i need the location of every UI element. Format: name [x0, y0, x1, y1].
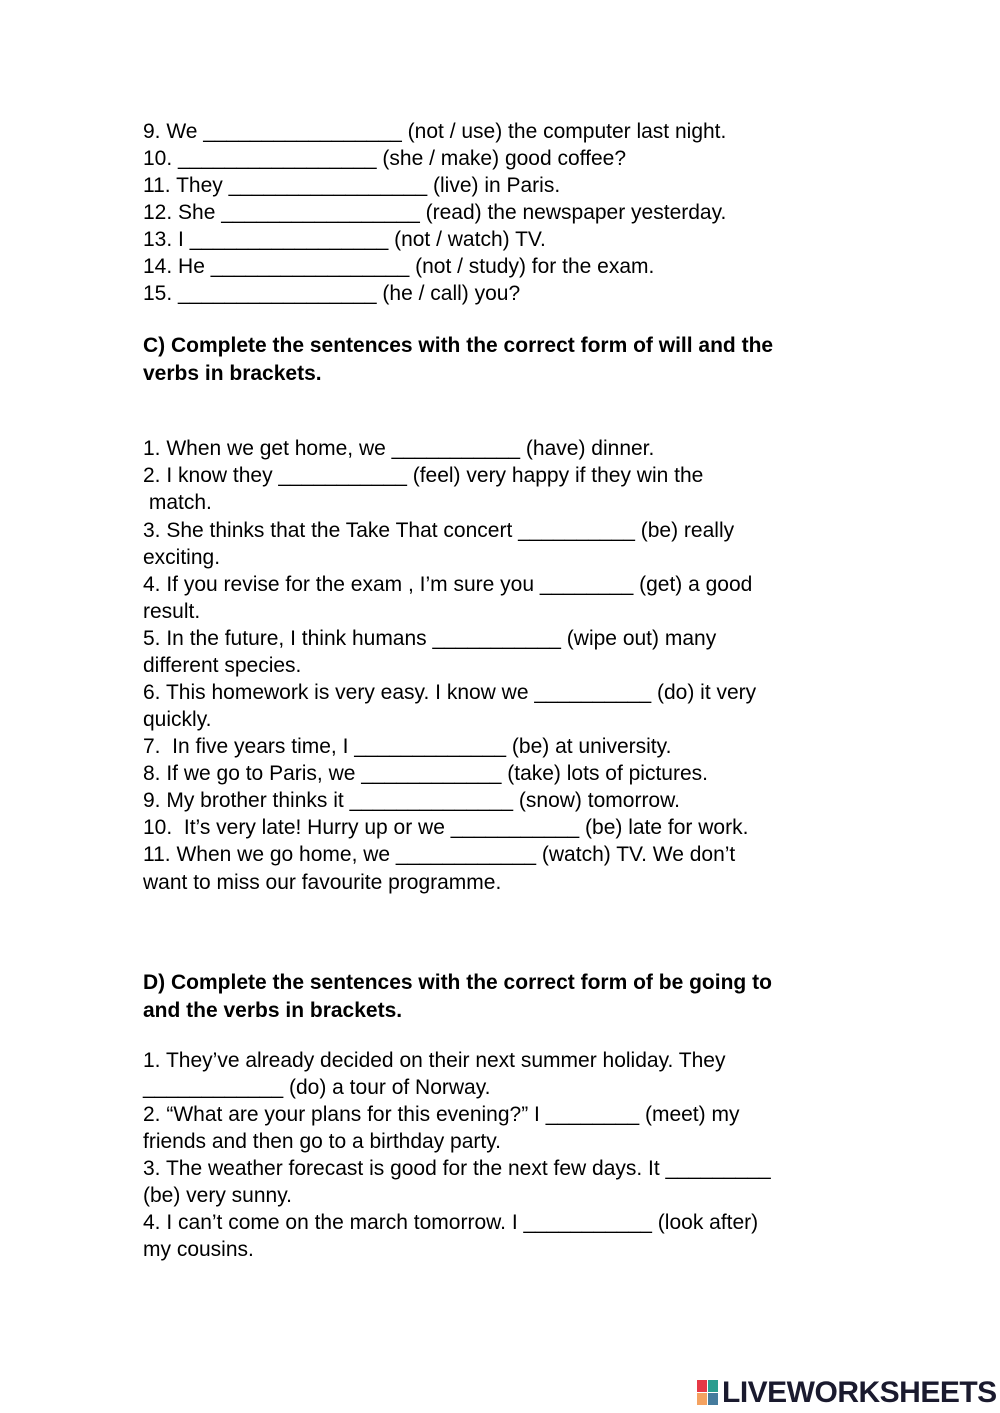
- exercise-c-line: 11. When we go home, we ____________ (watch) TV. We don’t: [143, 843, 736, 866]
- logo-square: [697, 1393, 707, 1405]
- exercise-d-line: 1. They’ve already decided on their next summer holiday. They: [143, 1049, 726, 1072]
- exercise-b-item-10: 10. _________________ (she / make) good coffee?: [143, 147, 626, 170]
- section-c-heading-line-1: C) Complete the sentences with the correct form of will and the: [143, 334, 774, 357]
- exercise-b-item-9: 9. We _________________ (not / use) the computer last night.: [143, 120, 727, 143]
- logo-square: [697, 1380, 707, 1392]
- exercise-d-line: ____________ (do) a tour of Norway.: [143, 1076, 491, 1099]
- exercise-b-item-13: 13. I _________________ (not / watch) TV.: [143, 228, 546, 251]
- exercise-c-line: want to miss our favourite programme.: [143, 871, 502, 894]
- exercise-d-line: 2. “What are your plans for this evening?” I ________ (meet) my: [143, 1103, 740, 1126]
- liveworksheets-logo: [697, 1378, 997, 1408]
- exercise-b-item-15: 15. _________________ (he / call) you?: [143, 282, 521, 305]
- exercise-c-line: 4. If you revise for the exam , I’m sure you ________ (get) a good: [143, 573, 753, 596]
- exercise-c-line: 1. When we get home, we ___________ (have) dinner.: [143, 437, 655, 460]
- logo-text: LIVEWORKSHEETS: [722, 1376, 997, 1409]
- section-d-heading-line-1: D) Complete the sentences with the correct form of be going to: [143, 971, 772, 994]
- exercise-c-line: match.: [143, 491, 212, 514]
- exercise-d-line: my cousins.: [143, 1238, 254, 1261]
- exercise-c-line: 10. It’s very late! Hurry up or we ___________ (be) late for work.: [143, 816, 749, 839]
- exercise-d-line: 4. I can’t come on the march tomorrow. I ___________ (look after): [143, 1211, 759, 1234]
- exercise-c-line: 2. I know they ___________ (feel) very happy if they win the: [143, 464, 704, 487]
- exercise-b-item-11: 11. They _________________ (live) in Paris.: [143, 174, 561, 197]
- exercise-c-line: 8. If we go to Paris, we ____________ (take) lots of pictures.: [143, 762, 708, 785]
- logo-square: [708, 1380, 718, 1392]
- exercise-d-line: (be) very sunny.: [143, 1184, 292, 1207]
- exercise-c-line: different species.: [143, 654, 302, 677]
- exercise-c-line: quickly.: [143, 708, 212, 731]
- logo-square: [708, 1393, 718, 1405]
- exercise-c-line: exciting.: [143, 546, 221, 569]
- section-d-heading-line-2: and the verbs in brackets.: [143, 999, 403, 1022]
- exercise-c-line: 5. In the future, I think humans ___________ (wipe out) many: [143, 627, 717, 650]
- exercise-c-line: 3. She thinks that the Take That concert __________ (be) really: [143, 519, 735, 542]
- exercise-c-line: 6. This homework is very easy. I know we __________ (do) it very: [143, 681, 757, 704]
- exercise-c-line: result.: [143, 600, 201, 623]
- exercise-d-line: 3. The weather forecast is good for the next few days. It _________: [143, 1157, 771, 1180]
- section-c-heading-line-2: verbs in brackets.: [143, 362, 322, 385]
- logo-grid-icon: [697, 1380, 719, 1406]
- exercise-d-line: friends and then go to a birthday party.: [143, 1130, 502, 1153]
- exercise-c-line: 9. My brother thinks it ______________ (snow) tomorrow.: [143, 789, 680, 812]
- exercise-b-item-12: 12. She _________________ (read) the newspaper yesterday.: [143, 201, 727, 224]
- exercise-b-item-14: 14. He _________________ (not / study) for the exam.: [143, 255, 655, 278]
- exercise-c-line: 7. In five years time, I _____________ (be) at university.: [143, 735, 672, 758]
